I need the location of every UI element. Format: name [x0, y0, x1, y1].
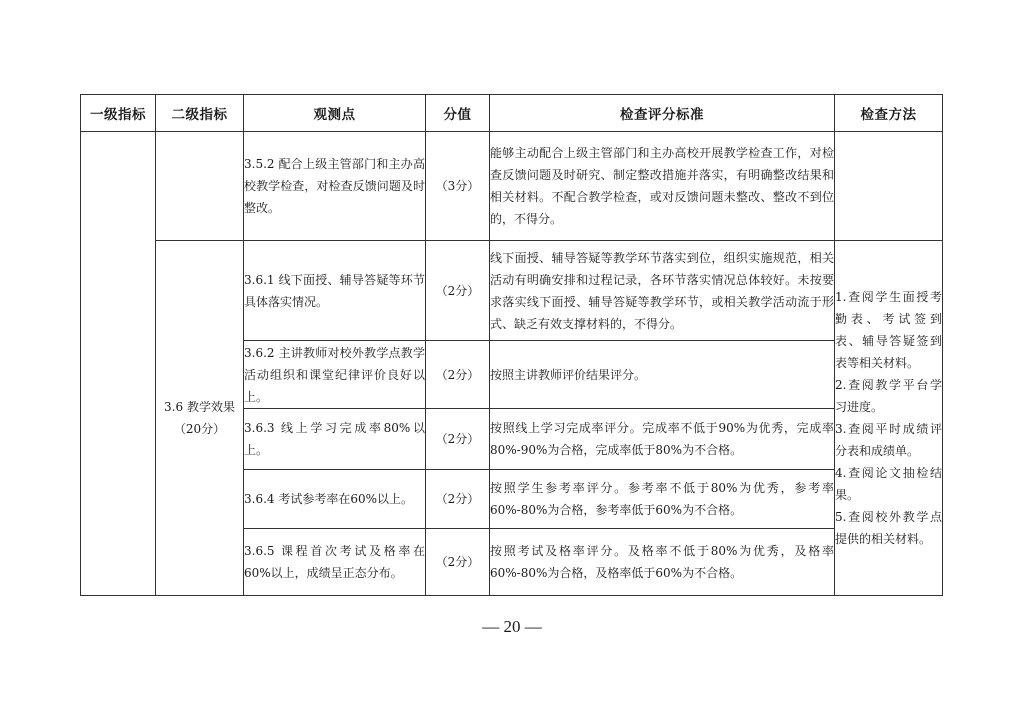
header-row [81, 95, 943, 132]
level2-cell-empty [156, 132, 244, 241]
observation-cell: 3.6.3 线上学习完成率80%以上。 [244, 409, 426, 470]
level2-cell: 3.6 教学效果（20分） [156, 241, 244, 596]
method-item: 3.查阅平时成绩评分表和成绩单。 [835, 422, 942, 458]
method-item: 5.查阅校外教学点提供的相关材料。 [835, 510, 942, 546]
standard-cell: 能够主动配合上级主管部门和主办高校开展教学检查工作，对检查反馈问题及时研究、制定整改措施并落实，有明确整改结果和相关材料。不配合教学检查，或对反馈问题未整改、整改不到位的，不得分。 [490, 132, 835, 241]
observation-cell: 3.6.1 线下面授、辅导答疑等环节具体落实情况。 [244, 241, 426, 341]
method-cell [835, 241, 943, 596]
header-observation: 观测点 [244, 95, 426, 132]
standard-cell: 按照主讲教师评价结果评分。 [490, 341, 835, 409]
method-item: 2.查阅教学平台学习进度。 [835, 378, 942, 414]
header-level2: 二级指标 [156, 95, 244, 132]
page-number: — 20 — [482, 617, 542, 636]
method-item: 4.查阅论文抽检结果。 [835, 466, 942, 502]
score-cell: （2分） [426, 409, 490, 470]
score-cell: （2分） [426, 341, 490, 409]
level1-cell [81, 132, 156, 596]
method-item: 1.查阅学生面授考勤表、考试签到表、辅导答疑签到表等相关材料。 [835, 290, 942, 370]
observation-cell: 3.5.2 配合上级主管部门和主办高校教学检查，对检查反馈问题及时整改。 [244, 132, 426, 241]
score-cell: （3分） [426, 132, 490, 241]
header-standard: 检查评分标准 [490, 95, 835, 132]
observation-cell: 3.6.4 考试参考率在60%以上。 [244, 470, 426, 529]
table-row [81, 132, 943, 241]
standard-cell: 线下面授、辅导答疑等教学环节落实到位，组织实施规范，相关活动有明确安排和过程记录，各环节落实情况总体较好。未按要求落实线下面授、辅导答疑等教学环节，或相关教学活动流于形式、缺乏有效支撑材料的，不得分。 [490, 241, 835, 341]
observation-cell: 3.6.2 主讲教师对校外教学点教学活动组织和课堂纪律评价良好以上。 [244, 341, 426, 409]
header-level1: 一级指标 [81, 95, 156, 132]
header-score: 分值 [426, 95, 490, 132]
evaluation-table [80, 94, 943, 596]
standard-cell: 按照线上学习完成率评分。完成率不低于90%为优秀，完成率80%-90%为合格，完成率低于80%为不合格。 [490, 409, 835, 470]
method-cell-empty [835, 132, 943, 241]
observation-cell: 3.6.5 课程首次考试及格率在60%以上，成绩呈正态分布。 [244, 529, 426, 596]
score-cell: （2分） [426, 470, 490, 529]
score-cell: （2分） [426, 529, 490, 596]
table-row [81, 241, 943, 341]
standard-cell: 按照考试及格率评分。及格率不低于80%为优秀，及格率60%-80%为合格，及格率低于60%为不合格。 [490, 529, 835, 596]
standard-cell: 按照学生参考率评分。参考率不低于80%为优秀，参考率60%-80%为合格，参考率低于60%为不合格。 [490, 470, 835, 529]
score-cell: （2分） [426, 241, 490, 341]
header-method: 检查方法 [835, 95, 943, 132]
